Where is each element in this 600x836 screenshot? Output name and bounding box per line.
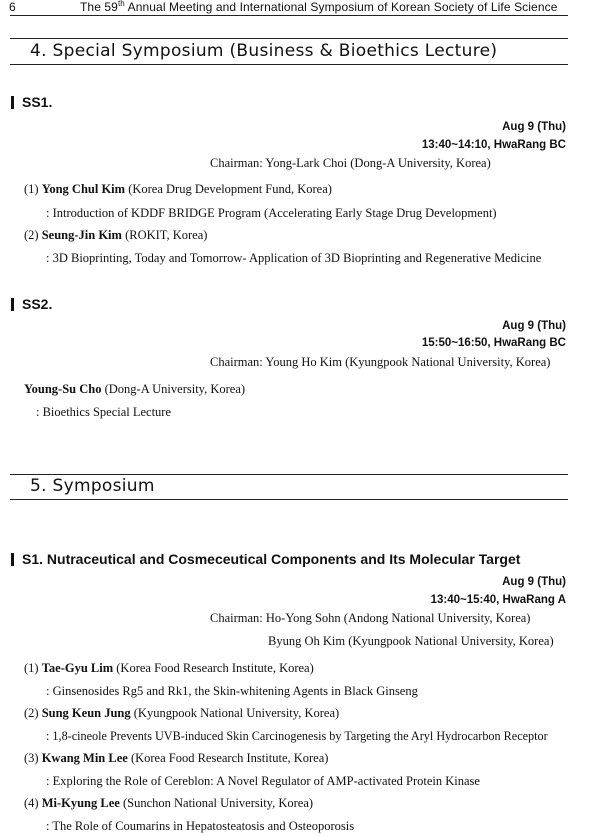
session-date: Aug 9 (Thu) xyxy=(502,121,566,133)
chairman: Chairman: Ho-Yong Sohn (Andong National University, Korea) xyxy=(210,611,531,625)
talk-title: : The Role of Coumarins in Hepatosteatosis and Osteoporosis xyxy=(46,819,355,833)
session-marker xyxy=(11,96,14,109)
talk-title: : Ginsenosides Rg5 and Rk1, the Skin-whitening Agents in Black Ginseng xyxy=(46,684,418,698)
session-time-place: 15:50~16:50, HwaRang BC xyxy=(421,337,566,349)
page-number: 6 xyxy=(9,0,16,14)
session-date: Aug 9 (Thu) xyxy=(502,576,566,588)
session-label: SS1. xyxy=(22,94,53,110)
talk-title: : Bioethics Special Lecture xyxy=(36,405,172,419)
section-title: 5. Symposium xyxy=(30,476,155,496)
section-title: 4. Special Symposium (Business & Bioethics Lecture) xyxy=(30,41,498,61)
section-rule-bottom xyxy=(10,64,568,65)
talk-title: : Exploring the Role of Cereblon: A Novel Regulator of AMP-activated Protein Kinase xyxy=(46,774,480,788)
talk-speaker-line: (3) Kwang Min Lee (Korea Food Research Institute, Korea) xyxy=(24,751,329,765)
header-rule xyxy=(10,15,568,16)
session-label: SS2. xyxy=(22,296,53,312)
session-marker xyxy=(11,298,14,311)
session-time-place: 13:40~14:10, HwaRang BC xyxy=(421,139,566,151)
session-time-place: 13:40~15:40, HwaRang A xyxy=(430,594,566,606)
section-rule-bottom xyxy=(10,499,568,500)
talk-speaker-line: (2) Seung-Jin Kim (ROKIT, Korea) xyxy=(24,228,208,242)
session-date: Aug 9 (Thu) xyxy=(502,320,566,332)
talk-speaker-line: (2) Sung Keun Jung (Kyungpook National University, Korea) xyxy=(24,706,340,720)
talk-speaker-line: (1) Yong Chul Kim (Korea Drug Development Fund, Korea) xyxy=(24,182,332,196)
talk-speaker-line: Young-Su Cho (Dong-A University, Korea) xyxy=(24,382,246,396)
session-marker xyxy=(11,553,14,566)
section-rule-top xyxy=(10,474,568,475)
talk-title: : Introduction of KDDF BRIDGE Program (Accelerating Early Stage Drug Development) xyxy=(46,206,497,220)
section-rule-top xyxy=(10,38,568,39)
running-title: The 59th Annual Meeting and International Symposium of Korean Society of Life Science xyxy=(80,0,558,14)
session-label: S1. Nutraceutical and Cosmeceutical Components and Its Molecular Target xyxy=(22,551,521,567)
chairman: Chairman: Yong-Lark Choi (Dong-A University, Korea) xyxy=(210,156,491,170)
talk-speaker-line: (4) Mi-Kyung Lee (Sunchon National University, Korea) xyxy=(24,796,314,810)
talk-title: : 3D Bioprinting, Today and Tomorrow- Application of 3D Bioprinting and Regenerative Medicine xyxy=(46,251,542,265)
chairman: Chairman: Young Ho Kim (Kyungpook National University, Korea) xyxy=(210,355,551,369)
talk-title: : 1,8-cineole Prevents UVB-induced Skin Carcinogenesis by Targeting the Aryl Hydrocarbon Receptor xyxy=(46,729,548,743)
co-chairman: Byung Oh Kim (Kyungpook National University, Korea) xyxy=(268,634,554,648)
talk-speaker-line: (1) Tae-Gyu Lim (Korea Food Research Institute, Korea) xyxy=(24,661,314,675)
